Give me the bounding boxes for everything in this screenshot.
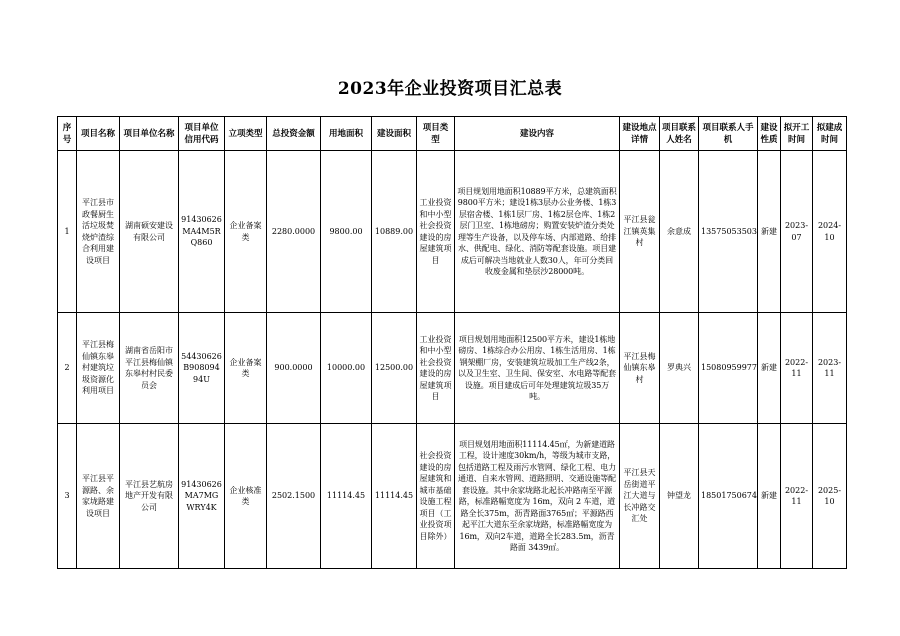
header-cell-unit: 项目单位名称 xyxy=(120,117,179,151)
cell-contact-phone: 18501750674 xyxy=(699,424,758,569)
header-cell-name: 项目名称 xyxy=(77,117,120,151)
cell-contact-name: 罗典兴 xyxy=(660,313,699,424)
cell-land-area: 9800.00 xyxy=(321,151,372,313)
header-cell-content: 建设内容 xyxy=(455,117,620,151)
header-cell-build-area: 建设面积 xyxy=(372,117,417,151)
cell-credit-code: 54430626B90809494U xyxy=(179,313,225,424)
header-cell-end: 拟建成时间 xyxy=(813,117,847,151)
cell-contact-name: 余意成 xyxy=(660,151,699,313)
cell-unit-name: 湖南硕安建设有限公司 xyxy=(120,151,179,313)
cell-project-name: 平江县梅仙镇东皋村建筑垃圾资源化利用项目 xyxy=(77,313,120,424)
header-cell-location: 建设地点详情 xyxy=(620,117,660,151)
cell-land-area: 11114.45 xyxy=(321,424,372,569)
cell-build-area: 12500.00 xyxy=(372,313,417,424)
cell-end-date: 2025-10 xyxy=(813,424,847,569)
header-cell-phone: 项目联系人手机 xyxy=(699,117,758,151)
cell-project-type: 工业投资和中小型社会投资建设的房屋建筑项目 xyxy=(417,313,455,424)
header-cell-approval-type: 立项类型 xyxy=(225,117,267,151)
cell-approval-type: 企业备案类 xyxy=(225,313,267,424)
cell-build-area: 10889.00 xyxy=(372,151,417,313)
cell-end-date: 2023-11 xyxy=(813,313,847,424)
cell-nature: 新建 xyxy=(758,313,781,424)
header-row xyxy=(58,117,847,151)
header-cell-index: 序号 xyxy=(58,117,77,151)
cell-start-date: 2022-11 xyxy=(781,424,813,569)
header-cell-nature: 建设性质 xyxy=(758,117,781,151)
cell-credit-code: 91430626MA4M5RQ860 xyxy=(179,151,225,313)
cell-nature: 新建 xyxy=(758,424,781,569)
table-row xyxy=(58,151,847,313)
cell-index: 2 xyxy=(58,313,77,424)
header-cell-investment: 总投资金额 xyxy=(267,117,321,151)
project-table xyxy=(57,116,847,569)
table-row xyxy=(58,313,847,424)
cell-index: 3 xyxy=(58,424,77,569)
cell-land-area: 10000.00 xyxy=(321,313,372,424)
page-title: 2023年企业投资项目汇总表 xyxy=(337,79,563,99)
cell-contact-phone: 15080959977 xyxy=(699,313,758,424)
cell-project-name: 平江县市政餐厨生活垃圾焚烧炉渣综合利用建设项目 xyxy=(77,151,120,313)
cell-end-date: 2024-10 xyxy=(813,151,847,313)
cell-approval-type: 企业核准类 xyxy=(225,424,267,569)
table-row xyxy=(58,424,847,569)
cell-approval-type: 企业备案类 xyxy=(225,151,267,313)
cell-contact-phone: 13575053503 xyxy=(699,151,758,313)
header-cell-land-area: 用地面积 xyxy=(321,117,372,151)
cell-project-name: 平江县平源路、余家垅路建设项目 xyxy=(77,424,120,569)
cell-content: 项目规划用地面积12500平方米，建设1栋地磅房、1栋综合办公用房、1栋生活用房、1栋钢架棚厂房，安装建筑垃圾加工生产线2条，以及卫生室、卫生间、保安室、水电路等配套设施。项目建成后可年处理建筑垃圾35万吨。 xyxy=(455,313,620,424)
cell-investment: 2502.1500 xyxy=(267,424,321,569)
cell-index: 1 xyxy=(58,151,77,313)
cell-location: 平江县天岳街道平江大道与长冲路交汇处 xyxy=(620,424,660,569)
header-cell-credit-code: 项目单位信用代码 xyxy=(179,117,225,151)
cell-unit-name: 湖南省岳阳市平江县梅仙镇东皋村村民委员会 xyxy=(120,313,179,424)
cell-location: 平江县瓮江镇英集村 xyxy=(620,151,660,313)
cell-investment: 900.0000 xyxy=(267,313,321,424)
cell-unit-name: 平江县艺航房地产开发有限公司 xyxy=(120,424,179,569)
header-cell-project-type: 项目类型 xyxy=(417,117,455,151)
cell-content: 项目规划用地面积11114.45㎡，为新建道路工程，设计速度30km/h，等级为城市支路，包括道路工程及雨污水管网、绿化工程、电力通道、自来水管网、道路照明、交通设施等配套设施。其中余家垅路北起长冲路南至平源路，标准路幅宽度为 16m，双向 2 车道，道路全长375m，沥青路面3765㎡；平源路西起平江大道东至余家垅路，标准路幅宽度为16m，双向2车道，道路全长283.5m，沥青路面 3439㎡。 xyxy=(455,424,620,569)
cell-start-date: 2022-11 xyxy=(781,313,813,424)
cell-nature: 新建 xyxy=(758,151,781,313)
header-cell-contact: 项目联系人姓名 xyxy=(660,117,699,151)
cell-project-type: 社会投资建设的房屋建筑和城市基础设施工程项目（工业投资项目除外） xyxy=(417,424,455,569)
cell-credit-code: 91430626MA7MGWRY4K xyxy=(179,424,225,569)
cell-contact-name: 钟望龙 xyxy=(660,424,699,569)
cell-investment: 2280.0000 xyxy=(267,151,321,313)
cell-project-type: 工业投资和中小型社会投资建设的房屋建筑项目 xyxy=(417,151,455,313)
cell-start-date: 2023-07 xyxy=(781,151,813,313)
cell-build-area: 11114.45 xyxy=(372,424,417,569)
header-cell-start: 拟开工时间 xyxy=(781,117,813,151)
cell-location: 平江县梅仙镇东皋村 xyxy=(620,313,660,424)
cell-content: 项目规划用地面积10889平方米，总建筑面积9800平方米；建设1栋3层办公业务楼、1栋3层宿舍楼、1栋1层厂房、1栋2层仓库、1栋2层门卫室、1栋地磅房；购置安装炉渣分类处理等生产设备，以及停车场、内部道路、给排水、供配电、绿化、消防等配套设施。项目建成后可解决当地就业人数30人，年可分类回收废金属和垫层沙28000吨。 xyxy=(455,151,620,313)
